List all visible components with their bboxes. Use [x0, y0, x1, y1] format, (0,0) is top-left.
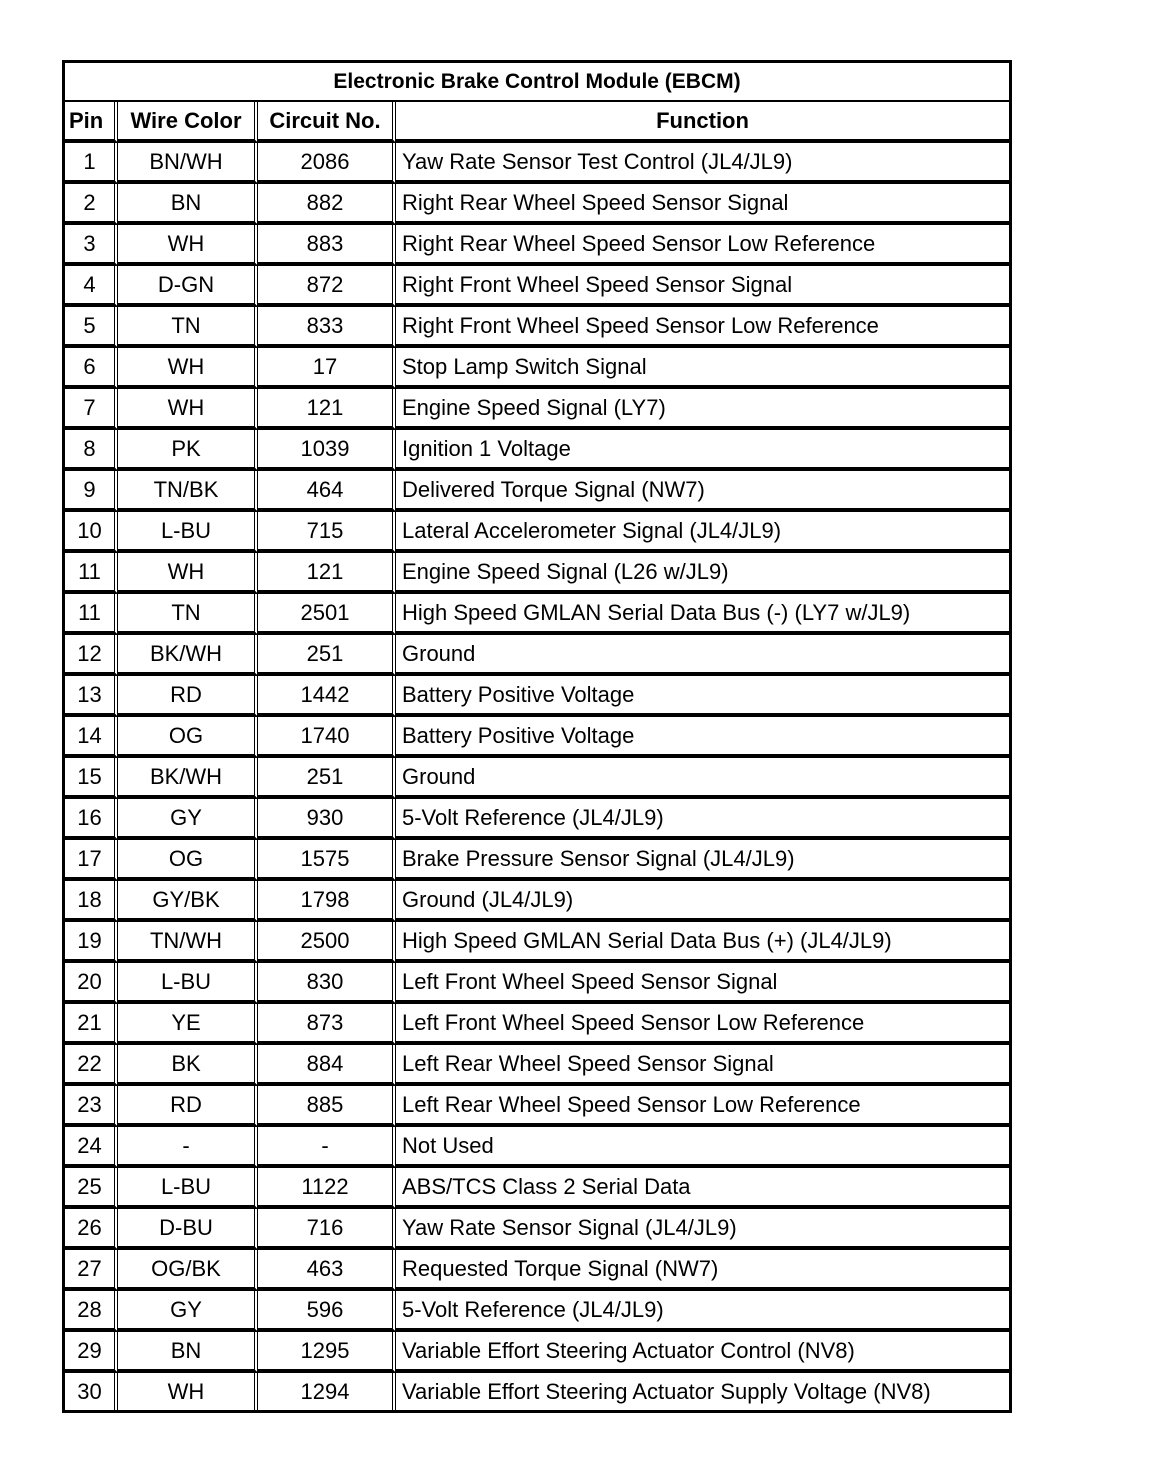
- ebcm-connector-table: [62, 60, 1012, 1413]
- header-wire-color: Wire Color: [118, 102, 258, 143]
- circuit-no-cell: 715: [258, 512, 396, 553]
- pin-cell: 10: [65, 512, 118, 553]
- table-row: [65, 799, 1009, 840]
- function-cell: Yaw Rate Sensor Test Control (JL4/JL9): [396, 143, 1009, 184]
- function-cell: Right Rear Wheel Speed Sensor Low Reference: [396, 225, 1009, 266]
- table-row: [65, 1373, 1009, 1410]
- table-row: [65, 717, 1009, 758]
- pin-cell: 13: [65, 676, 118, 717]
- pin-cell: 8: [65, 430, 118, 471]
- function-cell: Left Rear Wheel Speed Sensor Signal: [396, 1045, 1009, 1086]
- pin-cell: 23: [65, 1086, 118, 1127]
- function-cell: Right Rear Wheel Speed Sensor Signal: [396, 184, 1009, 225]
- pin-cell: 12: [65, 635, 118, 676]
- wire-color-cell: BN: [118, 184, 258, 225]
- table-row: [65, 1209, 1009, 1250]
- pin-cell: 28: [65, 1291, 118, 1332]
- table-row: [65, 1127, 1009, 1168]
- pin-cell: 18: [65, 881, 118, 922]
- wire-color-cell: BK/WH: [118, 635, 258, 676]
- circuit-no-cell: 716: [258, 1209, 396, 1250]
- pin-cell: 2: [65, 184, 118, 225]
- function-cell: Ground: [396, 635, 1009, 676]
- pin-cell: 25: [65, 1168, 118, 1209]
- pin-cell: 20: [65, 963, 118, 1004]
- table-row: [65, 922, 1009, 963]
- circuit-no-cell: 833: [258, 307, 396, 348]
- pin-cell: 15: [65, 758, 118, 799]
- wire-color-cell: WH: [118, 553, 258, 594]
- function-cell: Variable Effort Steering Actuator Control (NV8): [396, 1332, 1009, 1373]
- circuit-no-cell: 463: [258, 1250, 396, 1291]
- table-row: [65, 307, 1009, 348]
- circuit-no-cell: 884: [258, 1045, 396, 1086]
- table-row: [65, 881, 1009, 922]
- table-row: [65, 1045, 1009, 1086]
- wire-color-cell: D-GN: [118, 266, 258, 307]
- pin-cell: 22: [65, 1045, 118, 1086]
- wire-color-cell: WH: [118, 1373, 258, 1410]
- function-cell: Engine Speed Signal (L26 w/JL9): [396, 553, 1009, 594]
- table-row: [65, 676, 1009, 717]
- table-row: [65, 1250, 1009, 1291]
- pin-cell: 3: [65, 225, 118, 266]
- circuit-no-cell: 17: [258, 348, 396, 389]
- wire-color-cell: BN: [118, 1332, 258, 1373]
- wire-color-cell: GY: [118, 799, 258, 840]
- circuit-no-cell: 596: [258, 1291, 396, 1332]
- pin-cell: 29: [65, 1332, 118, 1373]
- table-row: [65, 758, 1009, 799]
- function-cell: Yaw Rate Sensor Signal (JL4/JL9): [396, 1209, 1009, 1250]
- function-cell: Engine Speed Signal (LY7): [396, 389, 1009, 430]
- function-cell: Ground: [396, 758, 1009, 799]
- function-cell: Requested Torque Signal (NW7): [396, 1250, 1009, 1291]
- pin-cell: 4: [65, 266, 118, 307]
- pin-cell: 26: [65, 1209, 118, 1250]
- circuit-no-cell: 1575: [258, 840, 396, 881]
- wire-color-cell: BK/WH: [118, 758, 258, 799]
- pin-cell: 5: [65, 307, 118, 348]
- table-row: [65, 635, 1009, 676]
- table-row: [65, 184, 1009, 225]
- circuit-no-cell: 872: [258, 266, 396, 307]
- pin-cell: 9: [65, 471, 118, 512]
- function-cell: 5-Volt Reference (JL4/JL9): [396, 799, 1009, 840]
- function-cell: Ignition 1 Voltage: [396, 430, 1009, 471]
- function-cell: Battery Positive Voltage: [396, 676, 1009, 717]
- wire-color-cell: PK: [118, 430, 258, 471]
- circuit-no-cell: -: [258, 1127, 396, 1168]
- wire-color-cell: TN/WH: [118, 922, 258, 963]
- wire-color-cell: RD: [118, 676, 258, 717]
- wire-color-cell: BN/WH: [118, 143, 258, 184]
- circuit-no-cell: 1442: [258, 676, 396, 717]
- pin-cell: 30: [65, 1373, 118, 1410]
- wire-color-cell: OG/BK: [118, 1250, 258, 1291]
- wire-color-cell: BK: [118, 1045, 258, 1086]
- circuit-no-cell: 251: [258, 635, 396, 676]
- pin-cell: 11: [65, 553, 118, 594]
- table-row: [65, 143, 1009, 184]
- header-pin: Pin: [65, 102, 118, 143]
- circuit-no-cell: 885: [258, 1086, 396, 1127]
- pin-cell: 27: [65, 1250, 118, 1291]
- function-cell: Variable Effort Steering Actuator Supply Voltage (NV8): [402, 1378, 931, 1404]
- table-row: [65, 512, 1009, 553]
- function-cell: Lateral Accelerometer Signal (JL4/JL9): [396, 512, 1009, 553]
- pin-cell: 17: [65, 840, 118, 881]
- function-cell: Delivered Torque Signal (NW7): [396, 471, 1009, 512]
- wire-color-cell: TN: [118, 307, 258, 348]
- circuit-no-cell: 2500: [258, 922, 396, 963]
- circuit-no-cell: 1295: [258, 1332, 396, 1373]
- pin-cell: 14: [65, 717, 118, 758]
- table-row: [65, 348, 1009, 389]
- function-cell: Left Front Wheel Speed Sensor Low Reference: [396, 1004, 1009, 1045]
- table-row: [65, 389, 1009, 430]
- function-cell: Right Front Wheel Speed Sensor Low Reference: [396, 307, 1009, 348]
- pin-cell: 7: [65, 389, 118, 430]
- function-cell: ABS/TCS Class 2 Serial Data: [396, 1168, 1009, 1209]
- function-cell: Battery Positive Voltage: [396, 717, 1009, 758]
- table-row: [65, 840, 1009, 881]
- header-function: Function: [396, 102, 1009, 143]
- table-row: [65, 963, 1009, 1004]
- function-cell: Right Front Wheel Speed Sensor Signal: [396, 266, 1009, 307]
- wire-color-cell: WH: [118, 225, 258, 266]
- table-row: [65, 1086, 1009, 1127]
- circuit-no-cell: 1740: [258, 717, 396, 758]
- function-cell: Left Rear Wheel Speed Sensor Low Reference: [396, 1086, 1009, 1127]
- wire-color-cell: L-BU: [118, 963, 258, 1004]
- table-row: [65, 553, 1009, 594]
- pin-cell: 24: [65, 1127, 118, 1168]
- circuit-no-cell: 882: [258, 184, 396, 225]
- circuit-no-cell: 251: [258, 758, 396, 799]
- table-title: Electronic Brake Control Module (EBCM): [65, 63, 1009, 102]
- function-cell: Brake Pressure Sensor Signal (JL4/JL9): [396, 840, 1009, 881]
- header-row: [65, 102, 1009, 143]
- wire-color-cell: L-BU: [118, 512, 258, 553]
- table-row: [65, 594, 1009, 635]
- wire-color-cell: GY/BK: [118, 881, 258, 922]
- circuit-no-cell: 1039: [258, 430, 396, 471]
- pin-cell: 1: [65, 143, 118, 184]
- table-row: [65, 1332, 1009, 1373]
- circuit-no-cell: 464: [258, 471, 396, 512]
- wire-color-cell: GY: [118, 1291, 258, 1332]
- function-cell: 5-Volt Reference (JL4/JL9): [396, 1291, 1009, 1332]
- wire-color-cell: WH: [118, 348, 258, 389]
- wire-color-cell: WH: [118, 389, 258, 430]
- wire-color-cell: OG: [118, 840, 258, 881]
- circuit-no-cell: 1122: [258, 1168, 396, 1209]
- function-cell: Left Front Wheel Speed Sensor Signal: [396, 963, 1009, 1004]
- circuit-no-cell: 121: [258, 389, 396, 430]
- circuit-no-cell: 1798: [258, 881, 396, 922]
- circuit-no-cell: 930: [258, 799, 396, 840]
- table-row: [65, 1168, 1009, 1209]
- table-row: [65, 266, 1009, 307]
- pin-cell: 6: [65, 348, 118, 389]
- wire-color-cell: TN/BK: [118, 471, 258, 512]
- circuit-no-cell: 830: [258, 963, 396, 1004]
- circuit-no-cell: 873: [258, 1004, 396, 1045]
- pin-cell: 21: [65, 1004, 118, 1045]
- function-cell: Not Used: [396, 1127, 1009, 1168]
- wire-color-cell: OG: [118, 717, 258, 758]
- wire-color-cell: YE: [118, 1004, 258, 1045]
- header-circuit-no: Circuit No.: [258, 102, 396, 143]
- function-cell: Stop Lamp Switch Signal: [396, 348, 1009, 389]
- function-cell: Ground (JL4/JL9): [396, 881, 1009, 922]
- pin-cell: 11: [65, 594, 118, 635]
- circuit-no-cell: 2501: [258, 594, 396, 635]
- circuit-no-cell: 1294: [258, 1373, 396, 1410]
- wire-color-cell: -: [118, 1127, 258, 1168]
- wire-color-cell: D-BU: [118, 1209, 258, 1250]
- wire-color-cell: TN: [118, 594, 258, 635]
- table-row: [65, 430, 1009, 471]
- circuit-no-cell: 121: [258, 553, 396, 594]
- pin-cell: 16: [65, 799, 118, 840]
- circuit-no-cell: 2086: [258, 143, 396, 184]
- pin-cell: 19: [65, 922, 118, 963]
- table-row: [65, 1291, 1009, 1332]
- circuit-no-cell: 883: [258, 225, 396, 266]
- wire-color-cell: L-BU: [118, 1168, 258, 1209]
- table-row: [65, 1004, 1009, 1045]
- function-cell: High Speed GMLAN Serial Data Bus (+) (JL4/JL9): [396, 922, 1009, 963]
- function-cell: High Speed GMLAN Serial Data Bus (-) (LY7 w/JL9): [396, 594, 1009, 635]
- table-row: [65, 471, 1009, 512]
- table-row: [65, 225, 1009, 266]
- wire-color-cell: RD: [118, 1086, 258, 1127]
